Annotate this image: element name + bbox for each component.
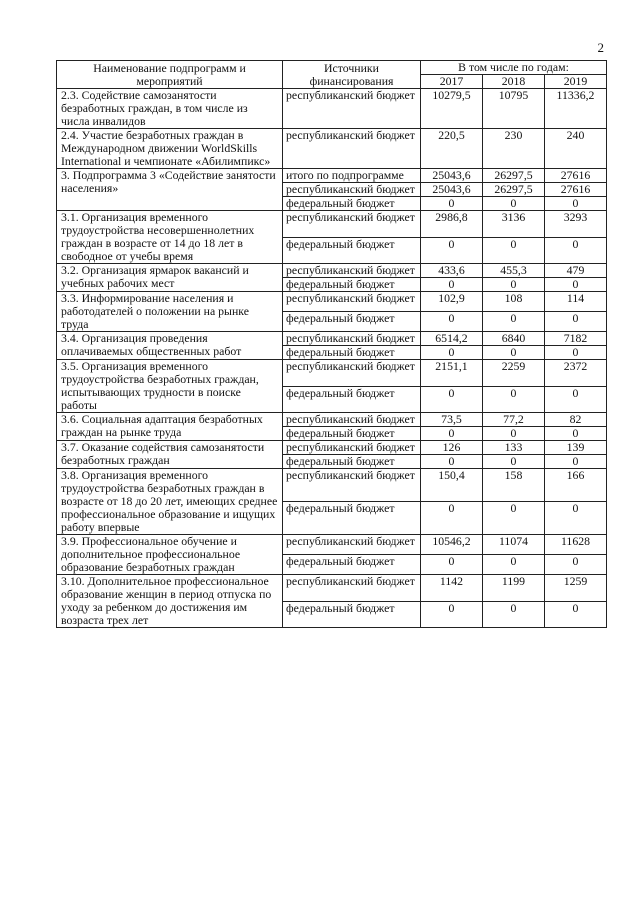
funding-source: федеральный бюджет: [283, 237, 421, 264]
activity-name: 2.4. Участие безработных граждан в Международном движении WorldSkills International и чемпионате «Абилимпикс»: [57, 129, 283, 169]
year-value: 0: [421, 386, 483, 413]
funding-source: республиканский бюджет: [283, 211, 421, 238]
year-value: 26297,5: [483, 169, 545, 183]
year-value: 0: [545, 601, 607, 628]
year-value: 25043,6: [421, 169, 483, 183]
funding-source: республиканский бюджет: [283, 332, 421, 346]
budget-table: [56, 60, 607, 628]
year-value: 1259: [545, 575, 607, 602]
year-value: 479: [545, 264, 607, 278]
activity-name: 3.7. Оказание содействия самозанятости безработных граждан: [57, 441, 283, 469]
funding-source: итого по подпрограмме: [283, 169, 421, 183]
year-value: 10795: [483, 89, 545, 129]
year-value: 0: [483, 312, 545, 332]
funding-source: республиканский бюджет: [283, 469, 421, 502]
year-value: 0: [483, 555, 545, 575]
year-value: 0: [421, 601, 483, 628]
year-value: 77,2: [483, 413, 545, 427]
year-value: 126: [421, 441, 483, 455]
table-row: [57, 535, 607, 555]
funding-source: республиканский бюджет: [283, 183, 421, 197]
year-value: 0: [545, 237, 607, 264]
year-value: 6514,2: [421, 332, 483, 346]
year-value: 114: [545, 292, 607, 312]
table-row: [57, 332, 607, 346]
funding-source: республиканский бюджет: [283, 441, 421, 455]
year-value: 2259: [483, 360, 545, 387]
year-value: 11628: [545, 535, 607, 555]
year-value: 240: [545, 129, 607, 169]
funding-source: федеральный бюджет: [283, 455, 421, 469]
year-value: 3136: [483, 211, 545, 238]
year-value: 0: [483, 386, 545, 413]
year-value: 27616: [545, 183, 607, 197]
activity-name: 3. Подпрограмма 3 «Содействие занятости населения»: [57, 169, 283, 211]
year-value: 230: [483, 129, 545, 169]
funding-source: федеральный бюджет: [283, 346, 421, 360]
year-value: 0: [545, 197, 607, 211]
year-value: 158: [483, 469, 545, 502]
year-value: 0: [421, 278, 483, 292]
table-row: [57, 292, 607, 312]
year-value: 82: [545, 413, 607, 427]
year-value: 0: [483, 278, 545, 292]
funding-source: федеральный бюджет: [283, 278, 421, 292]
year-value: 0: [421, 455, 483, 469]
funding-source: федеральный бюджет: [283, 386, 421, 413]
header-years-group: В том числе по годам:: [421, 61, 607, 75]
year-value: 139: [545, 441, 607, 455]
funding-source: федеральный бюджет: [283, 197, 421, 211]
year-value: 0: [545, 346, 607, 360]
year-value: 0: [483, 346, 545, 360]
year-value: 133: [483, 441, 545, 455]
year-value: 73,5: [421, 413, 483, 427]
year-value: 25043,6: [421, 183, 483, 197]
year-value: 2986,8: [421, 211, 483, 238]
year-value: 0: [421, 197, 483, 211]
activity-name: 3.6. Социальная адаптация безработных граждан на рынке труда: [57, 413, 283, 441]
table-row: [57, 211, 607, 238]
year-value: 433,6: [421, 264, 483, 278]
year-value: 0: [483, 601, 545, 628]
funding-source: республиканский бюджет: [283, 129, 421, 169]
header-row: [57, 61, 607, 75]
header-year: 2017: [421, 75, 483, 89]
year-value: 26297,5: [483, 183, 545, 197]
table-row: [57, 129, 607, 169]
year-value: 108: [483, 292, 545, 312]
year-value: 11074: [483, 535, 545, 555]
year-value: 0: [421, 312, 483, 332]
year-value: 1142: [421, 575, 483, 602]
year-value: 0: [545, 555, 607, 575]
year-value: 0: [483, 502, 545, 535]
activity-name: 3.2. Организация ярмарок вакансий и учебных рабочих мест: [57, 264, 283, 292]
funding-source: федеральный бюджет: [283, 427, 421, 441]
year-value: 0: [545, 455, 607, 469]
year-value: 10546,2: [421, 535, 483, 555]
year-value: 0: [421, 555, 483, 575]
funding-source: республиканский бюджет: [283, 264, 421, 278]
year-value: 455,3: [483, 264, 545, 278]
year-value: 6840: [483, 332, 545, 346]
year-value: 0: [421, 427, 483, 441]
year-value: 7182: [545, 332, 607, 346]
funding-source: федеральный бюджет: [283, 555, 421, 575]
table-row: [57, 469, 607, 502]
year-value: 0: [483, 237, 545, 264]
year-value: 0: [483, 197, 545, 211]
page-number: 2: [597, 40, 604, 55]
table-row: [57, 169, 607, 183]
year-value: 11336,2: [545, 89, 607, 129]
table-body: [57, 89, 607, 628]
table-row: [57, 264, 607, 278]
funding-source: республиканский бюджет: [283, 413, 421, 427]
year-value: 0: [545, 386, 607, 413]
year-value: 0: [545, 278, 607, 292]
table-row: [57, 360, 607, 387]
year-value: 0: [421, 502, 483, 535]
year-value: 0: [483, 427, 545, 441]
year-value: 0: [483, 455, 545, 469]
activity-name: 3.5. Организация временного трудоустройства безработных граждан, испытывающих трудности в поиске работы: [57, 360, 283, 413]
header-year: 2018: [483, 75, 545, 89]
year-value: 0: [421, 346, 483, 360]
year-value: 102,9: [421, 292, 483, 312]
funding-source: республиканский бюджет: [283, 89, 421, 129]
year-value: 166: [545, 469, 607, 502]
year-value: 3293: [545, 211, 607, 238]
year-value: 0: [545, 312, 607, 332]
year-value: 10279,5: [421, 89, 483, 129]
header-year: 2019: [545, 75, 607, 89]
year-value: 0: [545, 502, 607, 535]
year-value: 0: [545, 427, 607, 441]
activity-name: 3.9. Профессиональное обучение и дополнительное профессиональное образование безработных граждан: [57, 535, 283, 575]
year-value: 1199: [483, 575, 545, 602]
table-row: [57, 441, 607, 455]
table-row: [57, 413, 607, 427]
funding-source: республиканский бюджет: [283, 292, 421, 312]
activity-name: 3.8. Организация временного трудоустройства безработных граждан в возрасте от 18 до 20 лет, имеющих среднее профессиональное образование и ищущих работу впервые: [57, 469, 283, 535]
funding-source: федеральный бюджет: [283, 312, 421, 332]
activity-name: 3.10. Дополнительное профессиональное образование женщин в период отпуска по уходу за ребенком до достижения им возраста трех лет: [57, 575, 283, 628]
funding-source: федеральный бюджет: [283, 502, 421, 535]
year-value: 220,5: [421, 129, 483, 169]
activity-name: 2.3. Содействие самозанятости безработных граждан, в том числе из числа инвалидов: [57, 89, 283, 129]
table-row: [57, 89, 607, 129]
funding-source: республиканский бюджет: [283, 360, 421, 387]
funding-source: республиканский бюджет: [283, 535, 421, 555]
year-value: 150,4: [421, 469, 483, 502]
funding-source: федеральный бюджет: [283, 601, 421, 628]
table-row: [57, 575, 607, 602]
year-value: 2151,1: [421, 360, 483, 387]
year-value: 0: [421, 237, 483, 264]
header-name: Наименование подпрограмм и мероприятий: [57, 61, 283, 89]
activity-name: 3.1. Организация временного трудоустройства несовершеннолетних граждан в возрасте от 14 до 18 лет в свободное от учебы время: [57, 211, 283, 264]
year-value: 27616: [545, 169, 607, 183]
activity-name: 3.3. Информирование населения и работодателей о положении на рынке труда: [57, 292, 283, 332]
activity-name: 3.4. Организация проведения оплачиваемых общественных работ: [57, 332, 283, 360]
header-source: Источники финансирования: [283, 61, 421, 89]
funding-source: республиканский бюджет: [283, 575, 421, 602]
year-value: 2372: [545, 360, 607, 387]
